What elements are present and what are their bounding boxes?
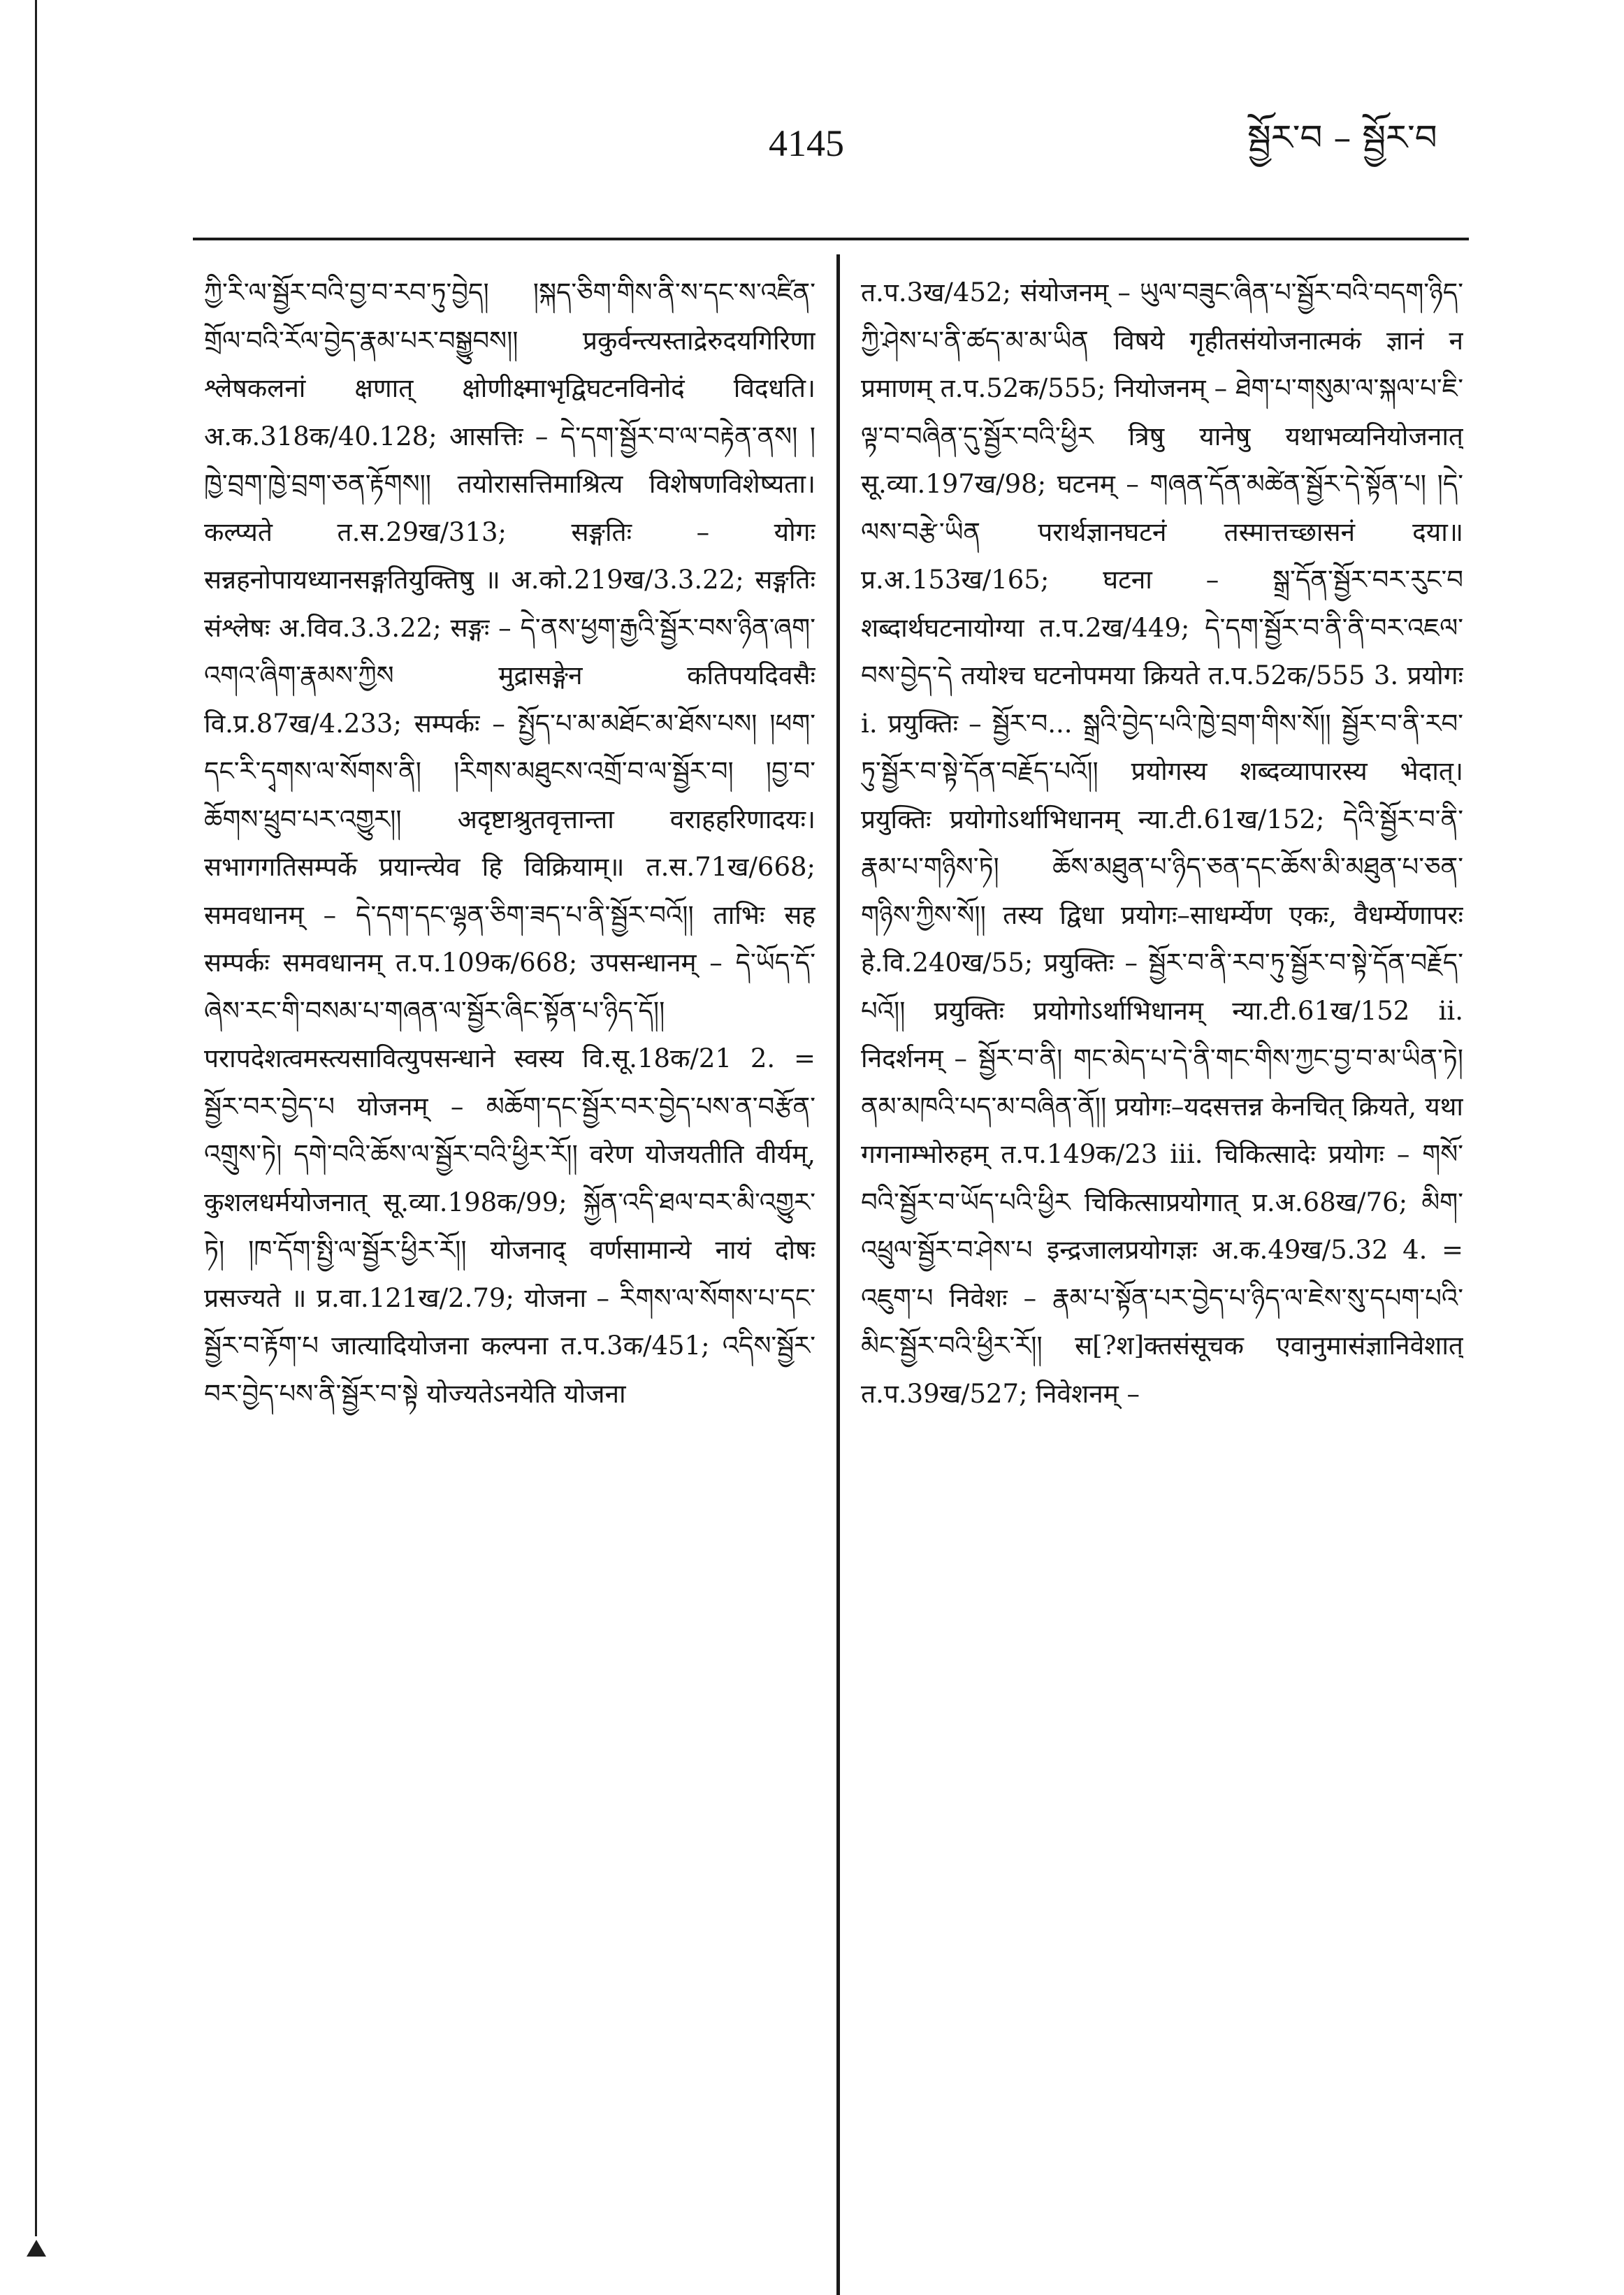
margin-foot-mark [27,2240,46,2257]
running-head: སྦྱོར་བ – སྦྱོར་བ [1247,117,1437,158]
column-divider [836,254,840,2295]
left-column-text: ཀྱི་རི་ལ་སྦྱོར་བའི་བྱ་བ་རབ་ཏུ་བྱེད། །སྐད་ཅིག་གིས་ནི་ས་དང་ས་འཛིན་གྲོལ་བའི་རོལ་བྱེད་རྣམ་པར་བསྒྱུབས།། प्रकुर्वन्त्यस्ताद्रेरुदयगिरिणा श्लेषकलनां क्षणात् क्षोणीक्ष्माभृद्विघटनविनोदं विदधति। अ.क.318क/40.128; आसत्तिः – དེ་དག་སྦྱོར་བ་ལ་བརྟེན་ནས། །ཁྱེ་བྲག་ཁྱེ་བྲག་ཅན་རྟོགས།། तयोरासत्तिमाश्रित्य विशेषणविशेष्यता। कल्प्यते त.स.29ख/313; सङ्गतिः – योगः सन्नहनोपायध्यानसङ्गतियुक्तिषु ॥ अ.को.219ख/3.3.22; सङ्गतिः संश्लेषः अ.विव.3.3.22; सङ्गः – དེ་ནས་ཕྱག་རྒྱའི་སྦྱོར་བས་ཉིན་ཞག་འགའ་ཞིག་རྣམས་ཀྱིས मुद्रासङ्गेन कतिपयदिवसैः वि.प्र.87ख/4.233; सम्पर्कः – སྤྱོད་པ་མ་མཐོང་མ་ཐོས་པས། །ཕག་དང་རི་དྭགས་ལ་སོགས་ནི། །རིགས་མཐུངས་འགྲོ་བ་ལ་སྦྱོར་བ། །བྱ་བ་ཆོགས་ཕྲུབ་པར་འགྱུར།། अदृष्टाश्रुतवृत्तान्ता वराहहरिणादयः। सभागगतिसम्पर्के प्रयान्त्येव हि विक्रियाम्॥ त.स.71ख/668; समवधानम् – དེ་དག་དང་ལྷན་ཅིག་ཟད་པ་ནི་སྦྱོར་བའོ།། ताभिः सह सम्पर्कः समवधानम् त.प.109क/668; उपसन्धानम् – དེ་ཡོད་དོ་ཞེས་རང་གི་བསམ་པ་གཞན་ལ་སྦྱོར་ཞིང་སྟོན་པ་ཉིད་དོ།། परापदेशत्वमस्त्यसावित्युपसन्धाने स्वस्य वि.सू.18क/21 2. = སྦྱོར་བར་བྱེད་པ योजनम् – མཆོག་དང་སྦྱོར་བར་བྱེད་པས་ན་བརྩོན་འགྲུས་ཏེ། དགེ་བའི་ཆོས་ལ་སྦྱོར་བའི་ཕྱིར་རོ།། वरेण योजयतीति वीर्यम्, कुशलधर्मयोजनात् सू.व्या.198क/99; སྐྱོན་འདི་ཐལ་བར་མི་འགྱུར་ཏེ། །ཁ་དོག་སྤྱི་ལ་སྦྱོར་ཕྱིར་རོ།། योजनाद् वर्णसामान्ये नायं दोषः प्रसज्यते ॥ प्र.वा.121ख/2.79; योजना – རིགས་ལ་སོགས་པ་དང་སྦྱོར་བ་རྟོག་པ जात्यादियोजना कल्पना त.प.3क/451; འདིས་སྦྱོར་བར་བྱེད་པས་ནི་སྦྱོར་བ་སྟེ योज्यतेऽनयेति योजना [204,277,815,1409]
page-number: 4145 [769,122,844,164]
right-column-text: त.प.3ख/452; संयोजनम् – ཡུལ་བཟུང་ཞིན་པ་སྦྱོར་བའི་བདག་ཉིད་ཀྱི་ཤེས་པ་ནི་ཚད་མ་མ་ཡིན विषये गृहीतसंयोजनात्मकं ज्ञानं न प्रमाणम् त.प.52क/555; नियोजनम् – ཐེག་པ་གསུམ་ལ་སྐལ་པ་ཇི་ལྟ་བ་བཞིན་དུ་སྦྱོར་བའི་ཕྱིར त्रिषु यानेषु यथाभव्यनियोजनात् सू.व्या.197ख/98; घटनम् – གཞན་དོན་མཚེན་སྦྱོར་དེ་སྟོན་པ། །དེ་ལས་བརྩེ་ཡིན परार्थज्ञानघटनं तस्मात्तच्छासनं दया॥ प्र.अ.153ख/165; घटना – སྒྲ་དོན་སྦྱོར་བར་རུང་བ शब्दार्थघटनायोग्या त.प.2ख/449; དེ་དག་སྦྱོར་བ་ནི་ནི་བར་འཇལ་བས་བྱེད་དེ तयोश्च घटनोपमया क्रियते त.प.52क/555 3. प्रयोगः i. प्रयुक्तिः – སྦྱོར་བ... སྒྲའི་བྱེད་པའི་ཁྱེ་བྲག་གིས་སོ།། སྦྱོར་བ་ནི་རབ་ཏུ་སྦྱོར་བ་སྟེ་དོན་བརྗོད་པའོ།། प्रयोगस्य शब्दव्यापारस्य भेदात्। प्रयुक्तिः प्रयोगोऽर्थाभिधानम् न्या.टी.61ख/152; དེའི་སྦྱོར་བ་ནི་རྣམ་པ་གཉིས་ཏེ། ཆོས་མཐུན་པ་ཉིད་ཅན་དང་ཆོས་མི་མཐུན་པ་ཅན་གཉིས་ཀྱིས་སོ།། तस्य द्विधा प्रयोगः–साधर्म्येण एकः, वैधर्म्येणापरः हे.वि.240ख/55; प्रयुक्तिः – སྦྱོར་བ་ནི་རབ་ཏུ་སྦྱོར་བ་སྟེ་དོན་བརྗོད་པའོ།། प्रयुक्तिः प्रयोगोऽर्थाभिधानम् न्या.टी.61ख/152 ii. निदर्शनम् – སྦྱོར་བ་ནི། གང་མེད་པ་དེ་ནི་གང་གིས་ཀྱང་བྱ་བ་མ་ཡིན་ཏེ། ནམ་མཁའི་པད་མ་བཞིན་ནོ།། प्रयोगः–यदसत्तन्न केनचित् क्रियते, यथा गगनाम्भोरुहम् त.प.149क/23 iii. चिकित्सादेः प्रयोगः – གསོ་བའི་སྦྱོར་བ་ཡོད་པའི་ཕྱིར चिकित्साप्रयोगात् प्र.अ.68ख/76; མིག་འཕྲུལ་སྦྱོར་བ་ཤེས་པ इन्द्रजालप्रयोगज्ञः अ.क.49ख/5.32 4. = འཇུག་པ निवेशः – རྣམ་པ་སྟོན་པར་བྱེད་པ་ཉིད་ལ་ཇེས་སུ་དཔག་པའི་མིང་སྦྱོར་བའི་ཕྱིར་རོ།། स[?श]क्तसंसूचक एवानुमासंज्ञानिवेशात् त.प.39ख/527; निवेशनम् – [861,277,1463,1409]
header-rule [193,238,1469,240]
left-margin-line [35,0,37,2236]
